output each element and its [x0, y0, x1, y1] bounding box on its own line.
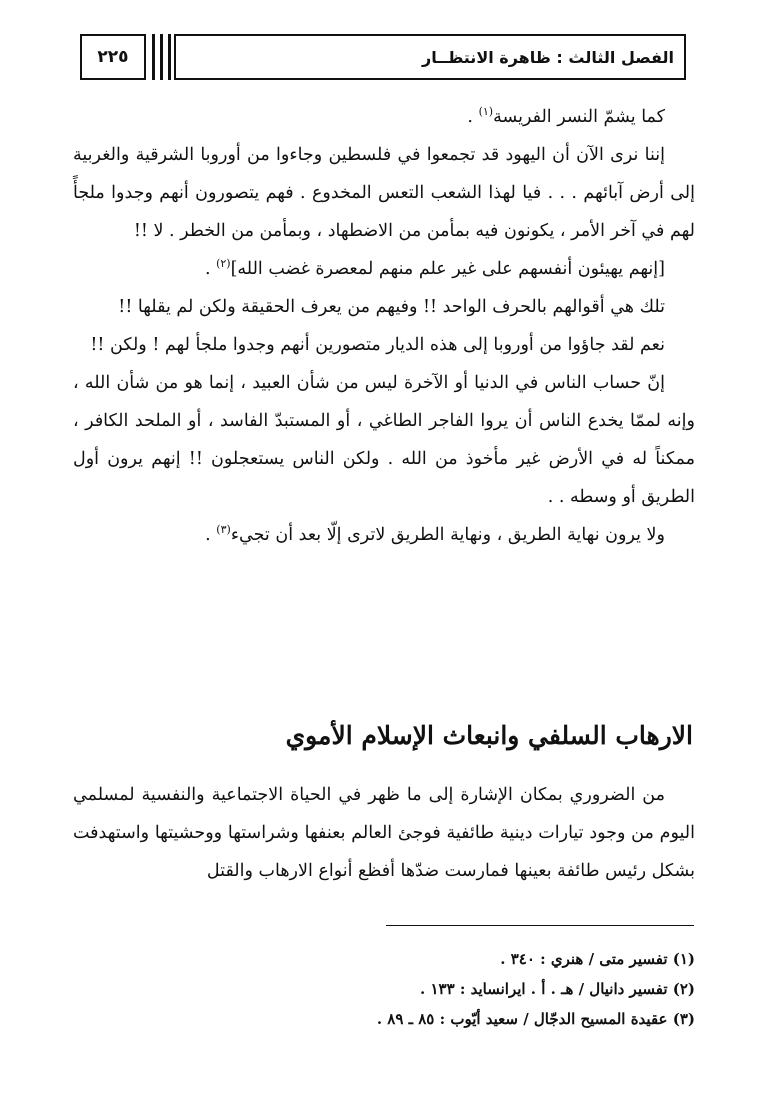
- running-header: [80, 34, 686, 80]
- header-divider-bar: [160, 34, 163, 80]
- footnote-separator: [386, 925, 694, 926]
- body-text-upper: [73, 98, 695, 554]
- chapter-title: الفصل الثالث : ظاهرة الانتظــار: [422, 47, 674, 67]
- footnote-ref: (٢): [216, 257, 231, 271]
- paragraph: نعم لقد جاؤوا من أوروبا إلى هذه الديار متصورين أنهم وجدوا ملجأ لهم ! ولكن !!: [90, 335, 665, 355]
- footnotes: [73, 944, 695, 1034]
- paragraph: كما يشمّ النسر الفريسة$^{(١)}$ .: [467, 105, 665, 127]
- footnote: (٣) عقيدة المسيح الدجّال / سعيد أيّوب : ٨٥ ـ ٨٩ .: [376, 1010, 695, 1028]
- footnote-ref: (١): [478, 105, 494, 119]
- paragraph: إنّ حساب الناس في الدنيا أو الآخرة ليس من شأن العبيد ، إنما هو من شأن الله ، وإنه لممّا يخدع الناس أن يروا الفاجر الطاغي ، أو المستبدّ الفاسد ، أو الملحد الكافر ، ممكناً له في الأرض غير مأخوذ من الله . ولكن الناس يستعجلون !! إنهم يرون أول الطريق أو وسطه . .: [73, 373, 695, 507]
- section-heading: الارهاب السلفي وانبعاث الإسلام الأموي: [285, 721, 693, 750]
- header-divider-bar: [152, 34, 155, 80]
- body-text-lower: [73, 776, 695, 890]
- chapter-title-box: [174, 34, 686, 80]
- paragraph: تلك هي أقوالهم بالحرف الواحد !! وفيهم من يعرف الحقيقة ولكن لم يقلها !!: [118, 297, 665, 317]
- paragraph: ولا يرون نهاية الطريق ، ونهاية الطريق لاترى إلّا بعد أن تجيء$^{(٣)}$ .: [205, 523, 665, 545]
- footnote: (٢) تفسير دانيال / هـ . أ . ايرانسايد : ١٣٣ .: [420, 980, 695, 998]
- paragraph: من الضروري بمكان الإشارة إلى ما ظهر في الحياة الاجتماعية والنفسية لمسلمي اليوم من وجود تيارات دينية طائفية فوجئ العالم بعنفها وشراستها ووحشيتها واستهدفت بشكل رئيس طائفة بعينها فمارست ضدّها أفظع أنواع الارهاب والقتل: [73, 785, 695, 881]
- paragraph: [إنهم يهيئون أنفسهم على غير علم منهم لمعصرة غضب الله]$^{(٢)}$ .: [204, 257, 665, 279]
- paragraph: إننا نرى الآن أن اليهود قد تجمعوا في فلسطين وجاءوا من أوروبا الشرقية والغربية إلى أرض آبائهم . . . فيا لهذا الشعب التعس المخدوع . فهم يتصورون أنهم وجدوا ملجأً لهم في آخر الأمر ، يكونون فيه بمأمن من الاضطهاد ، وبمأمن من الخطر . لا !!: [73, 145, 695, 241]
- page-number-box: [80, 34, 146, 80]
- header-divider-bar: [168, 34, 171, 80]
- footnote: (١) تفسير متى / هنري : ٣٤٠ .: [500, 950, 695, 968]
- page-number: ٢٢٥: [97, 47, 129, 67]
- footnote-ref: (٣): [216, 523, 231, 537]
